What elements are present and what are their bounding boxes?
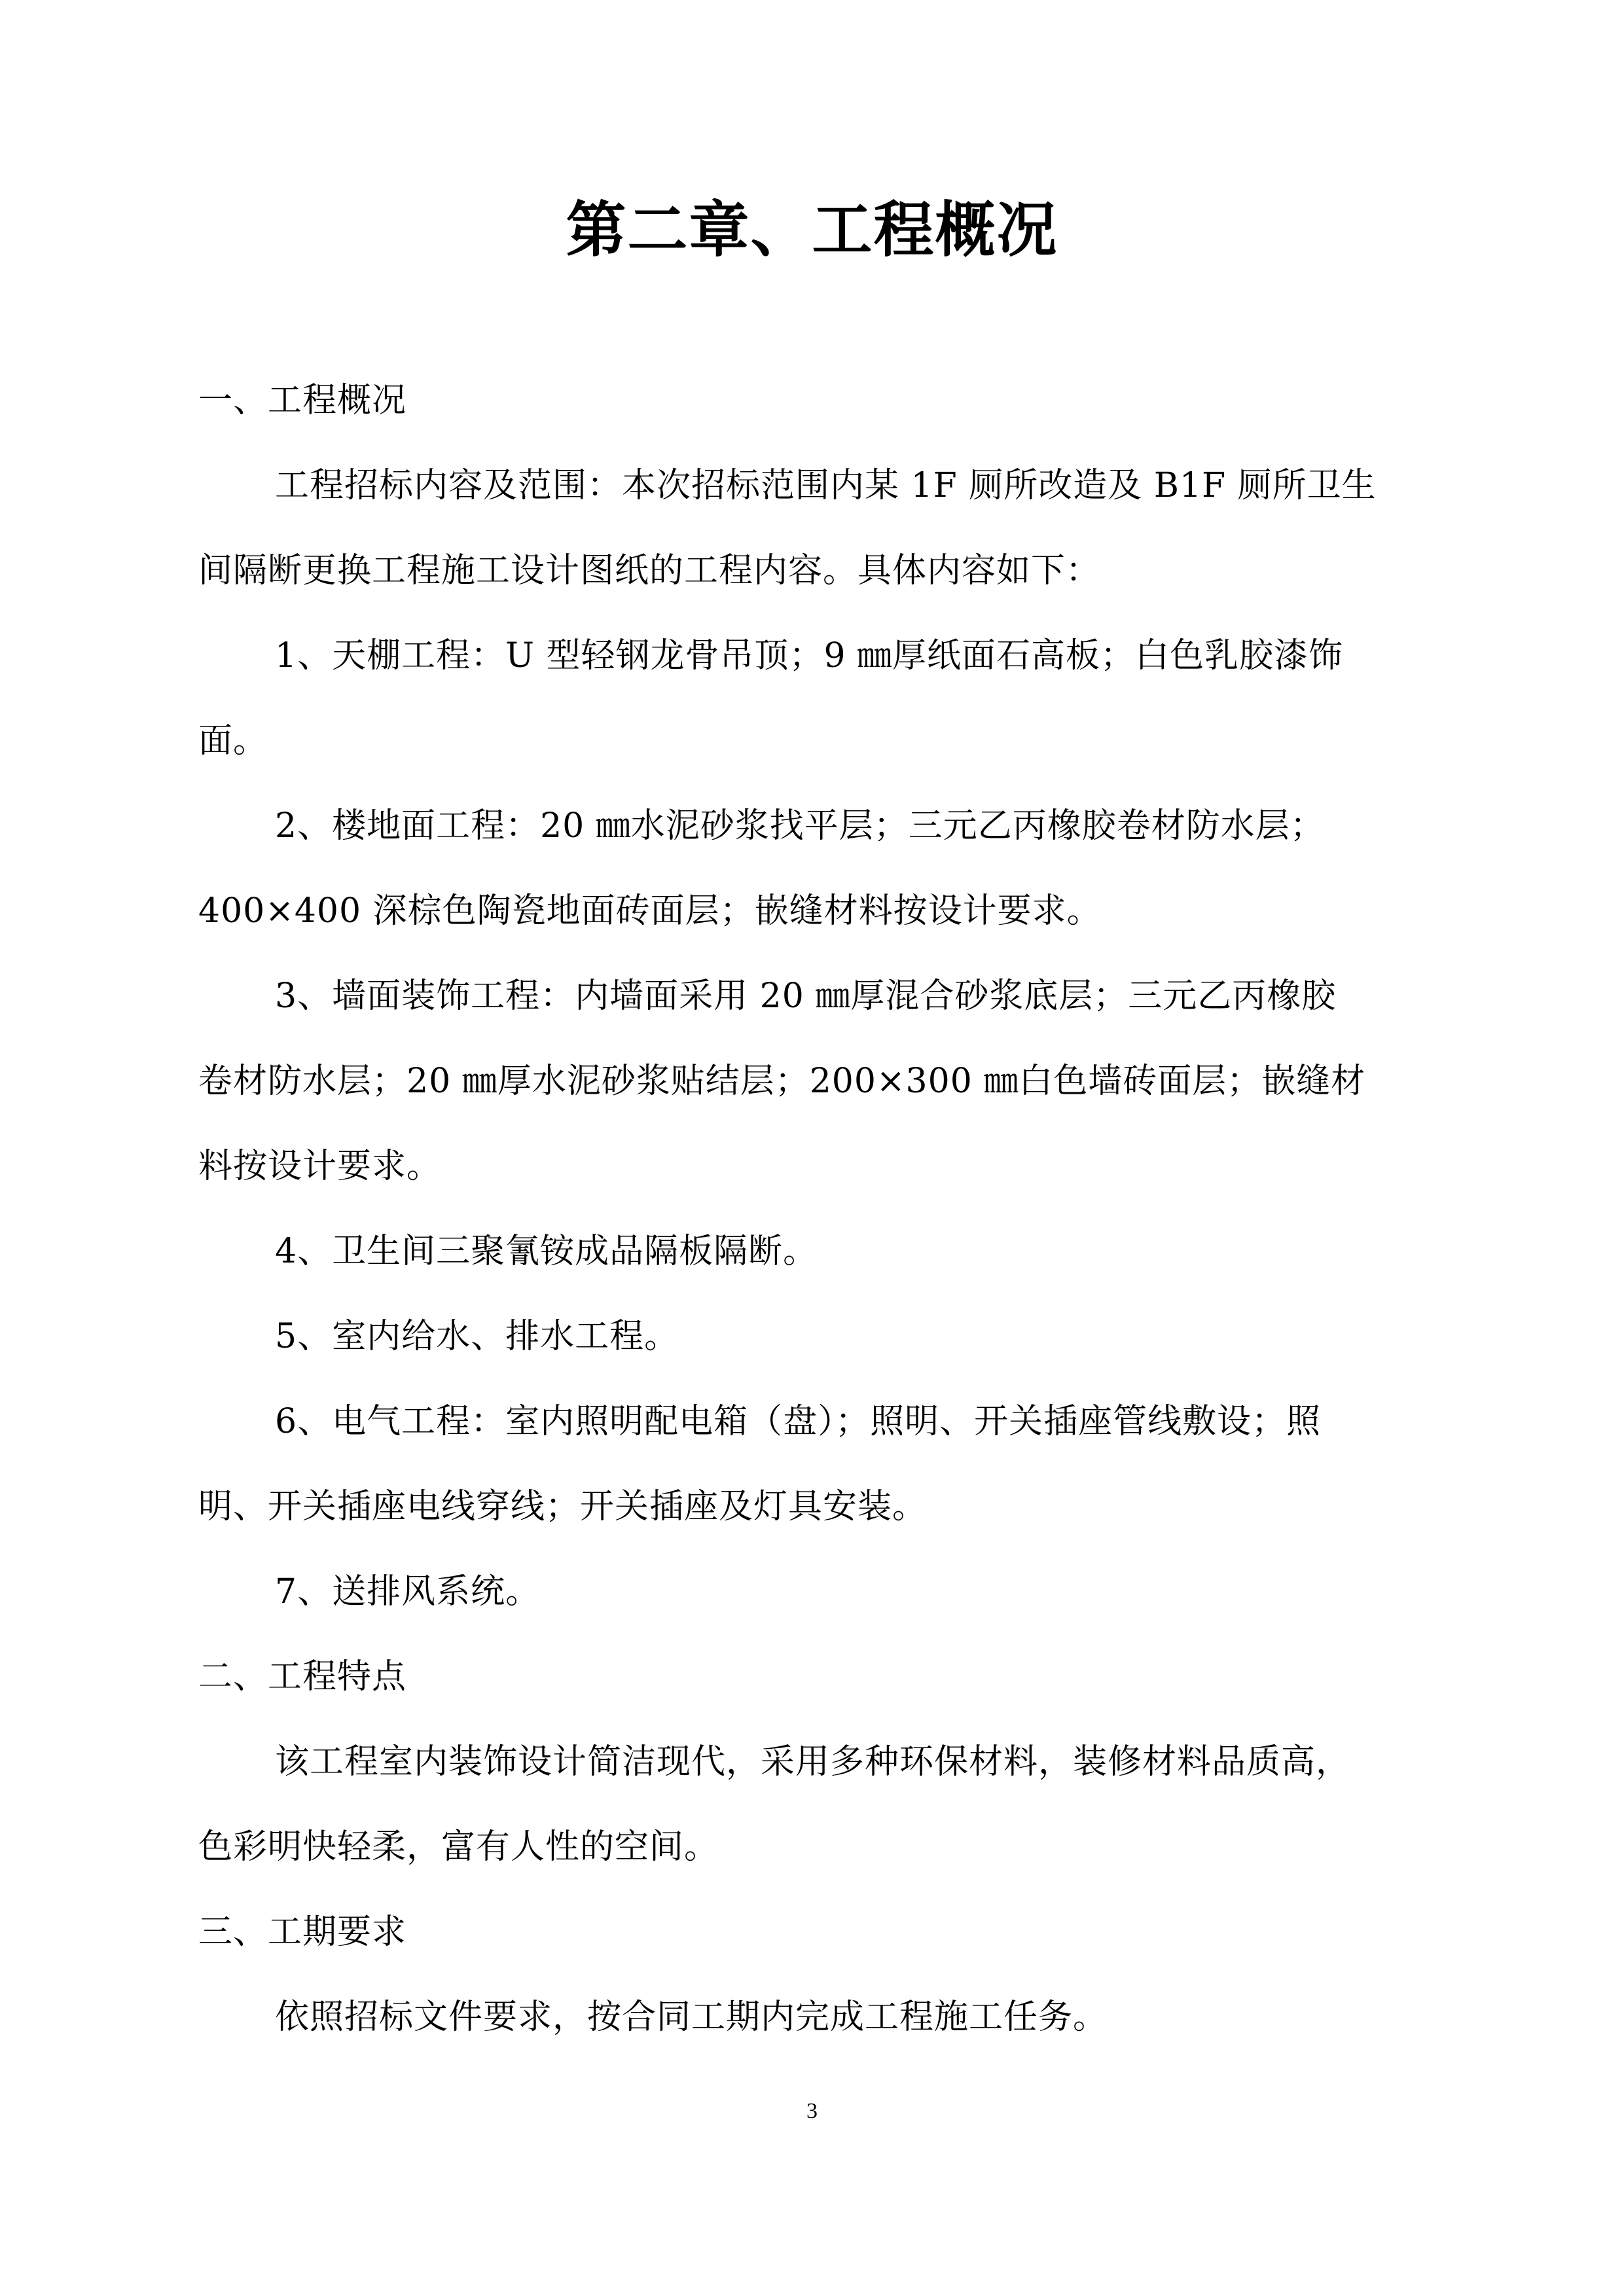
list-item-partition: 4、卫生间三聚氰铵成品隔板隔断。: [275, 1232, 818, 1271]
section-heading-schedule: 三、工期要求: [198, 1912, 407, 1952]
list-item-electrical: 6、电气工程：室内照明配电箱（盘）；照明、开关插座管线敷设；照: [275, 1402, 1322, 1441]
list-item-wall: 3、墙面装饰工程：内墙面采用 20 ㎜厚混合砂浆底层；三元乙丙橡胶: [275, 977, 1337, 1016]
list-item-ceiling-cont: 面。: [198, 721, 268, 761]
section-heading-features: 二、工程特点: [198, 1657, 407, 1696]
list-item-plumbing: 5、室内给水、排水工程。: [275, 1317, 679, 1356]
list-item-electrical-cont: 明、开关插座电线穿线；开关插座及灯具安装。: [198, 1487, 928, 1526]
paragraph-line: 色彩明快轻柔，富有人性的空间。: [198, 1827, 719, 1867]
list-item-wall-cont: 料按设计要求。: [198, 1147, 442, 1186]
chapter-title: 第二章、工程概况: [566, 195, 1058, 265]
paragraph-line: 间隔断更换工程施工设计图纸的工程内容。具体内容如下：: [198, 551, 1101, 590]
page-number: 3: [806, 2099, 818, 2123]
section-heading-overview: 一、工程概况: [198, 381, 407, 420]
paragraph-line: 该工程室内装饰设计简洁现代，采用多种环保材料，装修材料品质高，: [275, 1742, 1351, 1782]
list-item-ventilation: 7、送排风系统。: [275, 1572, 541, 1611]
list-item-floor-cont: 400×400 深棕色陶瓷地面砖面层；嵌缝材料按设计要求。: [198, 891, 1102, 931]
list-item-floor: 2、楼地面工程：20 ㎜水泥砂浆找平层；三元乙丙橡胶卷材防水层；: [275, 806, 1325, 846]
list-item-wall-cont: 卷材防水层；20 ㎜厚水泥砂浆贴结层；200×300 ㎜白色墙砖面层；嵌缝材: [198, 1062, 1366, 1101]
paragraph-line: 工程招标内容及范围：本次招标范围内某 1F 厕所改造及 B1F 厕所卫生: [275, 466, 1377, 505]
list-item-ceiling: 1、天棚工程：U 型轻钢龙骨吊顶；9 ㎜厚纸面石高板；白色乳胶漆饰: [275, 636, 1344, 675]
paragraph-line: 依照招标文件要求，按合同工期内完成工程施工任务。: [275, 1998, 1108, 2037]
